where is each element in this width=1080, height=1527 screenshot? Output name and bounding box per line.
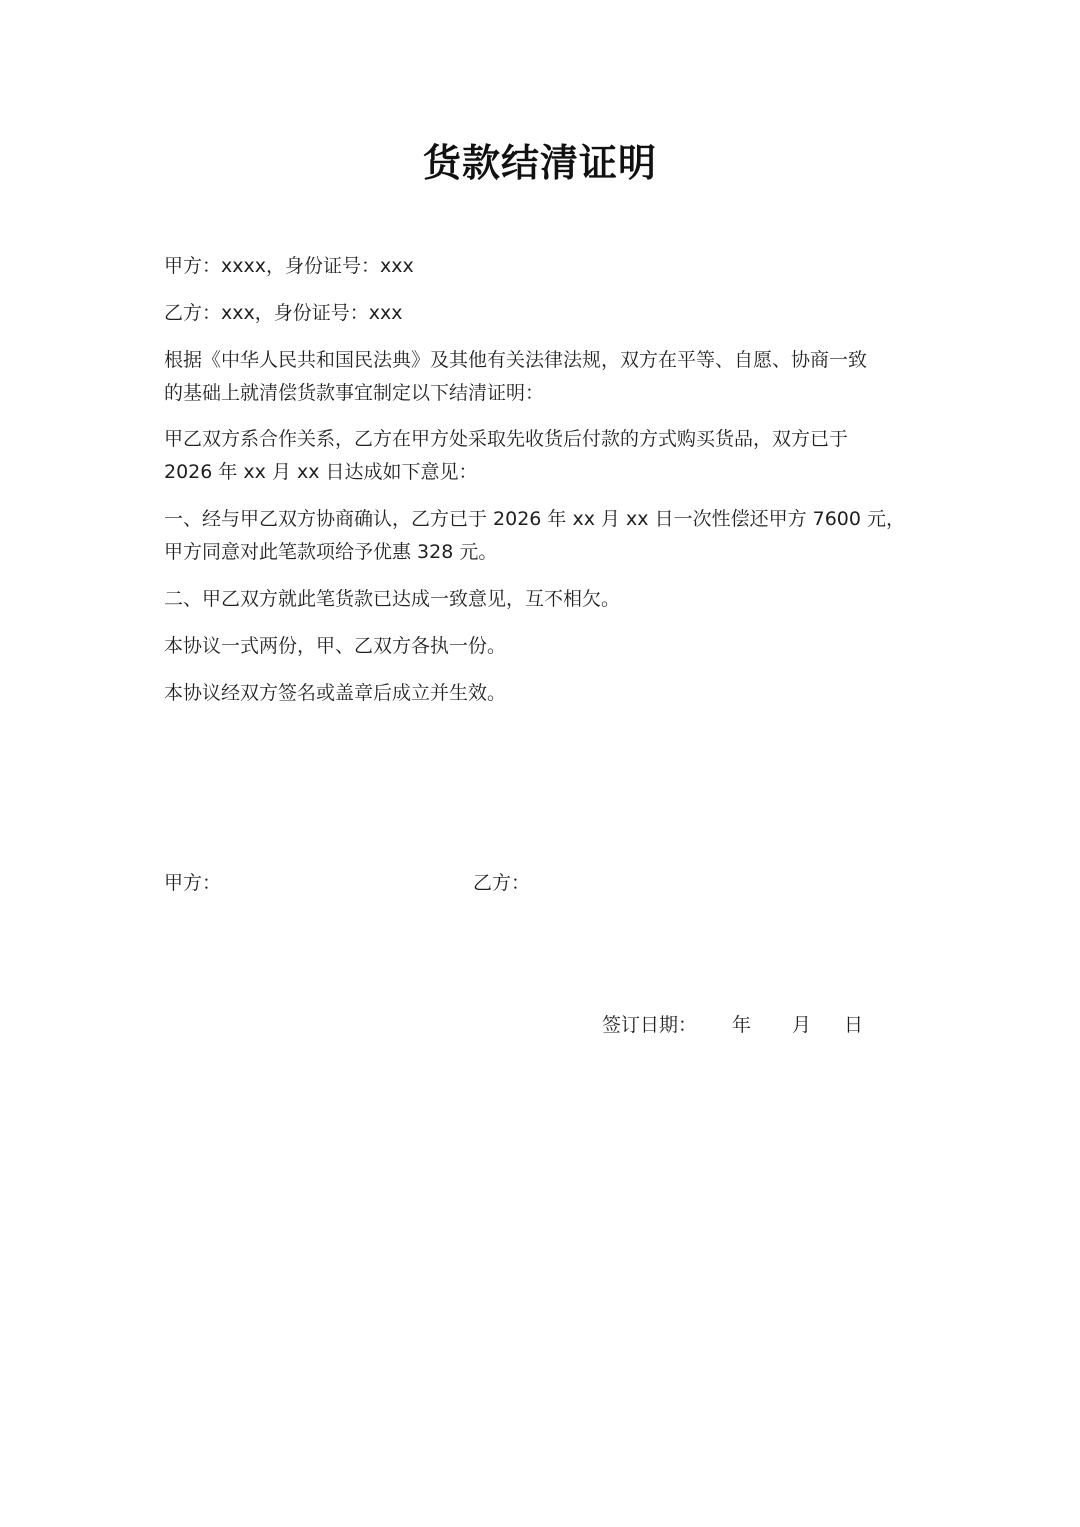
- date-day-label: 日: [844, 1014, 864, 1036]
- relation-paragraph: [164, 423, 924, 489]
- clause-1-line-1: 一、经与甲乙双方协商确认，乙方已于 2026 年 xx 月 xx 日一次性偿还甲方 7600 元，: [164, 508, 906, 530]
- clause-1-line-2: 甲方同意对此笔款项给予优惠 328 元。: [164, 541, 498, 563]
- effect-statement: 本协议经双方签名或盖章后成立并生效。: [164, 682, 507, 704]
- clause-1: [164, 503, 924, 569]
- clause-2: 二、甲乙双方就此笔货款已达成一致意见，互不相欠。: [164, 588, 621, 610]
- copies-statement: 本协议一式两份，甲、乙双方各执一份。: [164, 635, 507, 657]
- party-a-line: 甲方：xxxx，身份证号：xxx: [164, 255, 414, 277]
- relation-line-2: 2026 年 xx 月 xx 日达成如下意见：: [164, 461, 478, 483]
- party-b-signature-label: 乙方：: [473, 872, 531, 894]
- intro-paragraph: [164, 344, 924, 410]
- date-year-label: 年: [732, 1014, 752, 1036]
- document-title: 货款结清证明: [422, 141, 657, 185]
- date-month-label: 月: [792, 1014, 812, 1036]
- intro-line-2: 的基础上就清偿货款事宜制定以下结清证明：: [164, 382, 545, 404]
- party-a-signature-label: 甲方：: [164, 872, 222, 894]
- relation-line-1: 甲乙双方系合作关系，乙方在甲方处采取先收货后付款的方式购买货品，双方已于: [164, 428, 849, 450]
- signing-date-row: [602, 1010, 874, 1040]
- intro-line-1: 根据《中华人民共和国民法典》及其他有关法律法规，双方在平等、自愿、协商一致: [164, 349, 868, 371]
- party-b-line: 乙方：xxx，身份证号：xxx: [164, 302, 403, 324]
- signing-date-label: 签订日期：: [602, 1014, 698, 1036]
